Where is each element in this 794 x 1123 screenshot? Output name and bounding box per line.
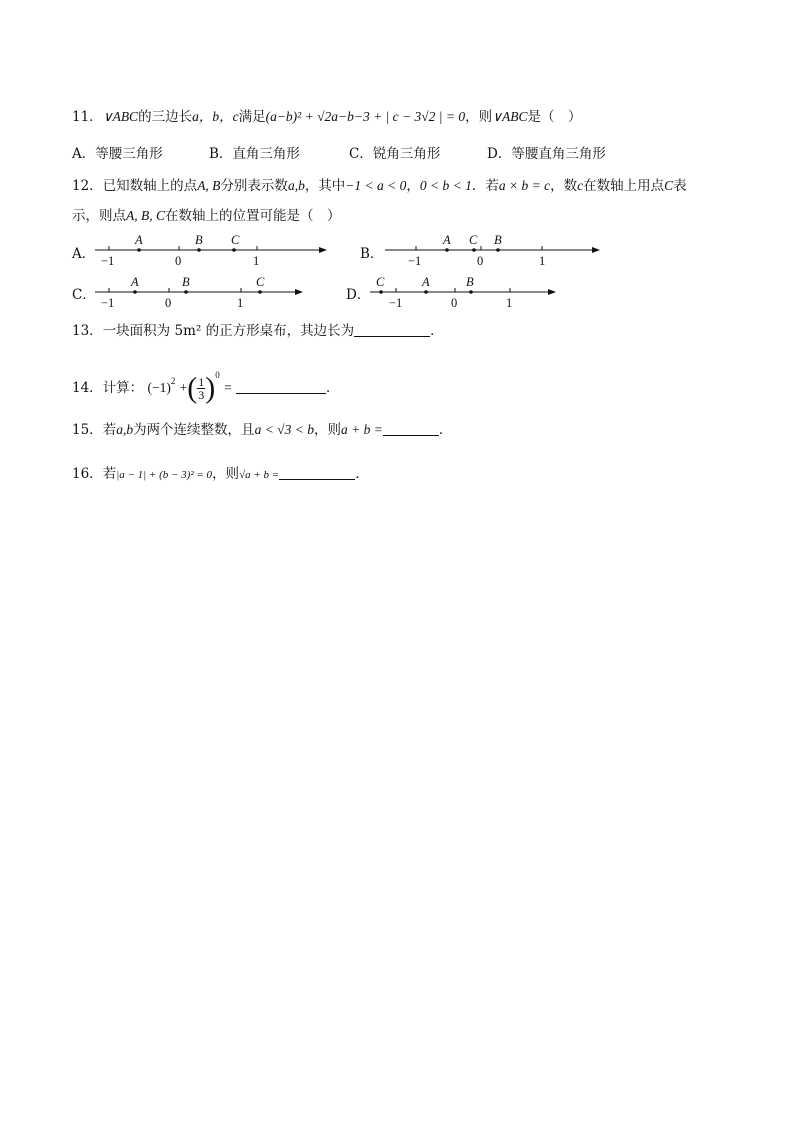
q11-number: 11． <box>72 109 103 125</box>
q14-end: ． <box>325 380 340 396</box>
question-11 <box>72 107 582 127</box>
tick-label: 0 <box>477 254 484 268</box>
q12-sep: ， <box>406 178 420 194</box>
q11-option-b[interactable] <box>209 144 349 164</box>
q14-paren-left: ( <box>187 371 198 405</box>
q12-text7: 表 <box>673 178 687 194</box>
q16-end: ． <box>355 466 369 482</box>
tick-label: 1 <box>237 296 244 310</box>
q12-line2a: 示，则点 <box>72 208 126 224</box>
q12-text5: ，数 <box>550 178 578 194</box>
q12-number: 12． <box>72 178 103 194</box>
q14-equals: = <box>224 380 232 395</box>
q11-text2: 满足 <box>238 109 266 125</box>
q16-sqrt: √a + b = <box>239 469 280 481</box>
point-label: A <box>443 233 451 247</box>
option-label: D． <box>346 287 371 303</box>
tick-label: −1 <box>101 254 115 268</box>
question-12-line2 <box>72 206 341 226</box>
q14-number: 14． <box>72 380 103 396</box>
option-text: 直角三角形 <box>232 146 300 162</box>
q12-C: C <box>664 178 674 193</box>
question-15 <box>72 420 452 440</box>
q15-text3: ，则 <box>313 422 341 438</box>
q11-triangle-2: ∨ABC <box>492 109 528 124</box>
q12-c: c <box>577 178 584 193</box>
q11-option-a[interactable] <box>72 144 209 164</box>
q16-text1: 若 <box>102 466 117 482</box>
tick-label: 1 <box>253 254 260 268</box>
q12-cond1: −1 < a < 0 <box>345 178 407 193</box>
point-label: B <box>195 233 203 247</box>
q12-cond2: 0 < b < 1 <box>419 178 472 193</box>
q12-line2b: 在数轴上的位置可能是（ ） <box>165 208 341 224</box>
point-label: C <box>256 275 265 289</box>
tick-label: 0 <box>451 296 458 310</box>
tick-label: 0 <box>175 254 182 268</box>
option-text: 锐角三角形 <box>372 146 441 162</box>
q11-option-d[interactable] <box>487 144 606 164</box>
point-label: C <box>376 275 385 289</box>
number-line-a <box>95 238 335 268</box>
answer-blank-14[interactable] <box>236 379 326 394</box>
tick-label: −1 <box>389 296 403 310</box>
q12-points2: A, B, C <box>126 208 165 223</box>
q15-sum: a + b = <box>340 422 383 437</box>
q13-end: ． <box>430 323 444 339</box>
q14-exponent-2: 0 <box>215 370 220 380</box>
option-label: B． <box>360 246 384 262</box>
tick-label: −1 <box>101 296 115 310</box>
point-label: C <box>469 233 478 247</box>
q12-text1: 已知数轴上的点 <box>102 178 198 194</box>
q14-exponent: 2 <box>170 376 176 386</box>
question-16 <box>72 464 369 485</box>
q15-text1: 若 <box>102 422 117 438</box>
q13-number: 13． <box>72 323 103 339</box>
q15-ab: a,b <box>116 422 134 437</box>
q12-ab: a,b <box>287 178 305 193</box>
number-line-c <box>95 280 310 310</box>
q11-text3: ，则 <box>465 109 493 125</box>
q16-expression: |a − 1| + (b − 3)² = 0 <box>116 469 213 481</box>
option-label: C． <box>349 146 373 162</box>
q11-vars: a，b，c <box>192 109 239 124</box>
q11-text1: 的三边长 <box>138 109 193 125</box>
q12-text6: 在数轴上用点 <box>583 178 665 194</box>
option-label: C． <box>72 287 96 303</box>
q14-paren-right: ) <box>205 371 216 405</box>
q13-text: 一块面积为 5m² 的正方形桌布，其边长为 <box>102 323 355 339</box>
question-12 <box>72 176 687 196</box>
question-13 <box>72 321 444 341</box>
point-label: B <box>494 233 502 247</box>
q14-text: 计算： <box>102 380 144 396</box>
option-text: 等腰三角形 <box>95 146 163 162</box>
point-label: A <box>135 233 143 247</box>
q14-plus: + <box>179 380 188 395</box>
q16-number: 16． <box>72 466 103 482</box>
q12-cond3: a × b = c <box>498 178 551 193</box>
q15-end: ． <box>438 422 453 438</box>
q11-triangle: ∨ABC <box>102 109 139 124</box>
tick-label: 0 <box>165 296 172 310</box>
point-label: B <box>466 275 474 289</box>
question-14 <box>72 358 339 405</box>
answer-blank-16[interactable] <box>279 465 355 480</box>
q16-text2: ，则 <box>212 466 240 482</box>
tick-label: 1 <box>539 254 546 268</box>
point-label: A <box>131 275 139 289</box>
q12-text3: ，其中 <box>304 178 346 194</box>
answer-blank-15[interactable] <box>383 421 439 436</box>
q14-base: (−1) <box>147 380 171 395</box>
option-label: D． <box>487 146 512 162</box>
q12-text2: 分别表示数 <box>220 178 288 194</box>
q11-option-c[interactable] <box>349 144 487 164</box>
option-label: A． <box>72 146 96 162</box>
q15-inequality: a < √3 < b <box>254 422 314 437</box>
option-label: A． <box>72 246 96 262</box>
q11-expression: (a−b)² + √2a−b−3 + | c − 3√2 | = 0 <box>265 109 466 124</box>
q11-options <box>72 144 606 164</box>
tick-label: −1 <box>408 254 422 268</box>
q15-text2: 为两个连续整数，且 <box>133 422 255 438</box>
q11-text4: 是（ ） <box>527 109 582 125</box>
tick-label: 1 <box>506 296 513 310</box>
option-label: B． <box>209 146 233 162</box>
point-label: B <box>182 275 190 289</box>
fraction-denominator: 3 <box>198 388 205 402</box>
point-label: C <box>231 233 240 247</box>
option-text: 等腰直角三角形 <box>511 146 606 162</box>
q15-number: 15． <box>72 422 103 438</box>
q12-text4: ．若 <box>471 178 499 194</box>
point-label: A <box>422 275 430 289</box>
q12-points: A, B <box>197 178 221 193</box>
answer-blank-13[interactable] <box>354 322 430 337</box>
fraction-numerator: 1 <box>198 375 205 389</box>
